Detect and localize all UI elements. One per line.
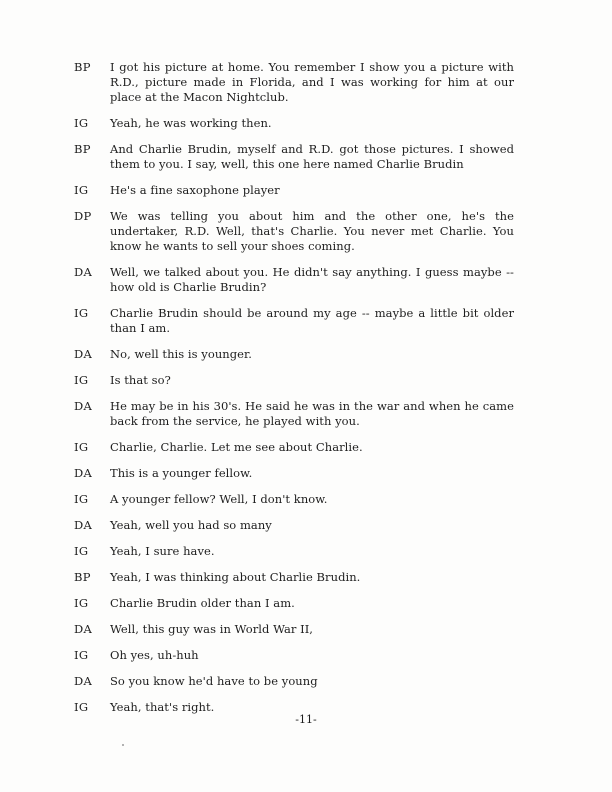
speaker-label: IG: [74, 440, 89, 454]
utterance-text: Yeah, well you had so many: [110, 518, 272, 532]
utterance-text: Charlie Brudin older than I am.: [110, 596, 295, 610]
utterance-text: We was telling you about him and the other one, he's the undertaker, R.D. Well, that's Charlie. You never met Charlie. You know he wants to sell your shoes coming.: [110, 209, 514, 253]
speaker-label: IG: [74, 492, 89, 506]
utterance-text: A younger fellow? Well, I don't know.: [110, 492, 328, 506]
transcript-entry: [72, 347, 514, 362]
transcript: [72, 60, 514, 726]
speaker-label: IG: [74, 648, 89, 662]
speaker-label: BP: [74, 142, 91, 156]
utterance-text: Well, we talked about you. He didn't say anything. I guess maybe -- how old is Charlie Brudin?: [110, 265, 514, 294]
utterance-text: Oh yes, uh-huh: [110, 648, 199, 662]
speaker-label: DA: [74, 399, 93, 413]
transcript-entry: [72, 622, 514, 637]
transcript-entry: [72, 648, 514, 663]
utterance-text: Yeah, he was working then.: [110, 116, 272, 130]
transcript-entry: [72, 466, 514, 481]
speaker-label: DA: [74, 347, 93, 361]
transcript-entry: [72, 544, 514, 559]
transcript-entry: [72, 399, 514, 429]
utterance-text: Yeah, that's right.: [110, 700, 215, 714]
transcript-entry: [72, 440, 514, 455]
transcript-entry: [72, 596, 514, 611]
transcript-entry: [72, 209, 514, 254]
utterance-text: Charlie Brudin should be around my age -- maybe a little bit older than I am.: [110, 306, 514, 335]
speaker-label: IG: [74, 596, 89, 610]
utterance-text: He's a fine saxophone player: [110, 183, 280, 197]
utterance-text: Yeah, I sure have.: [110, 544, 215, 558]
speaker-label: IG: [74, 183, 89, 197]
speaker-label: IG: [74, 544, 89, 558]
speaker-label: DA: [74, 622, 93, 636]
speaker-label: BP: [74, 570, 91, 584]
utterance-text: And Charlie Brudin, myself and R.D. got those pictures. I showed them to you. I say, well, this one here named Charlie Brudin: [110, 142, 514, 171]
utterance-text: So you know he'd have to be young: [110, 674, 318, 688]
speaker-label: DA: [74, 466, 93, 480]
utterance-text: Charlie, Charlie. Let me see about Charlie.: [110, 440, 363, 454]
transcript-entry: [72, 570, 514, 585]
transcript-entry: [72, 492, 514, 507]
utterance-text: Yeah, I was thinking about Charlie Brudin.: [110, 570, 361, 584]
utterance-text: No, well this is younger.: [110, 347, 252, 361]
utterance-text: Is that so?: [110, 373, 171, 387]
speaker-label: DA: [74, 265, 93, 279]
speaker-label: IG: [74, 116, 89, 130]
speaker-label: IG: [74, 700, 89, 714]
transcript-entry: [72, 265, 514, 295]
speaker-label: DP: [74, 209, 92, 223]
speaker-label: IG: [74, 373, 89, 387]
speaker-label: BP: [74, 60, 91, 74]
page-number: -11-: [295, 713, 317, 726]
speaker-label: IG: [74, 306, 89, 320]
utterance-text: I got his picture at home. You remember I show you a picture with R.D., picture made in Florida, and I was working for him at our place at the Macon Nightclub.: [110, 60, 514, 104]
transcript-entry: [72, 674, 514, 689]
utterance-text: He may be in his 30's. He said he was in the war and when he came back from the service, he played with you.: [110, 399, 514, 428]
transcript-entry: [72, 306, 514, 336]
speaker-label: DA: [74, 674, 93, 688]
scan-speck: [122, 744, 124, 746]
transcript-entry: [72, 183, 514, 198]
speaker-label: DA: [74, 518, 93, 532]
transcript-entry: [72, 116, 514, 131]
transcript-entry: [72, 373, 514, 388]
utterance-text: This is a younger fellow.: [110, 466, 253, 480]
utterance-text: Well, this guy was in World War II,: [110, 622, 314, 636]
transcript-entry: [72, 142, 514, 172]
transcript-entry: [72, 518, 514, 533]
transcript-entry: [72, 60, 514, 105]
